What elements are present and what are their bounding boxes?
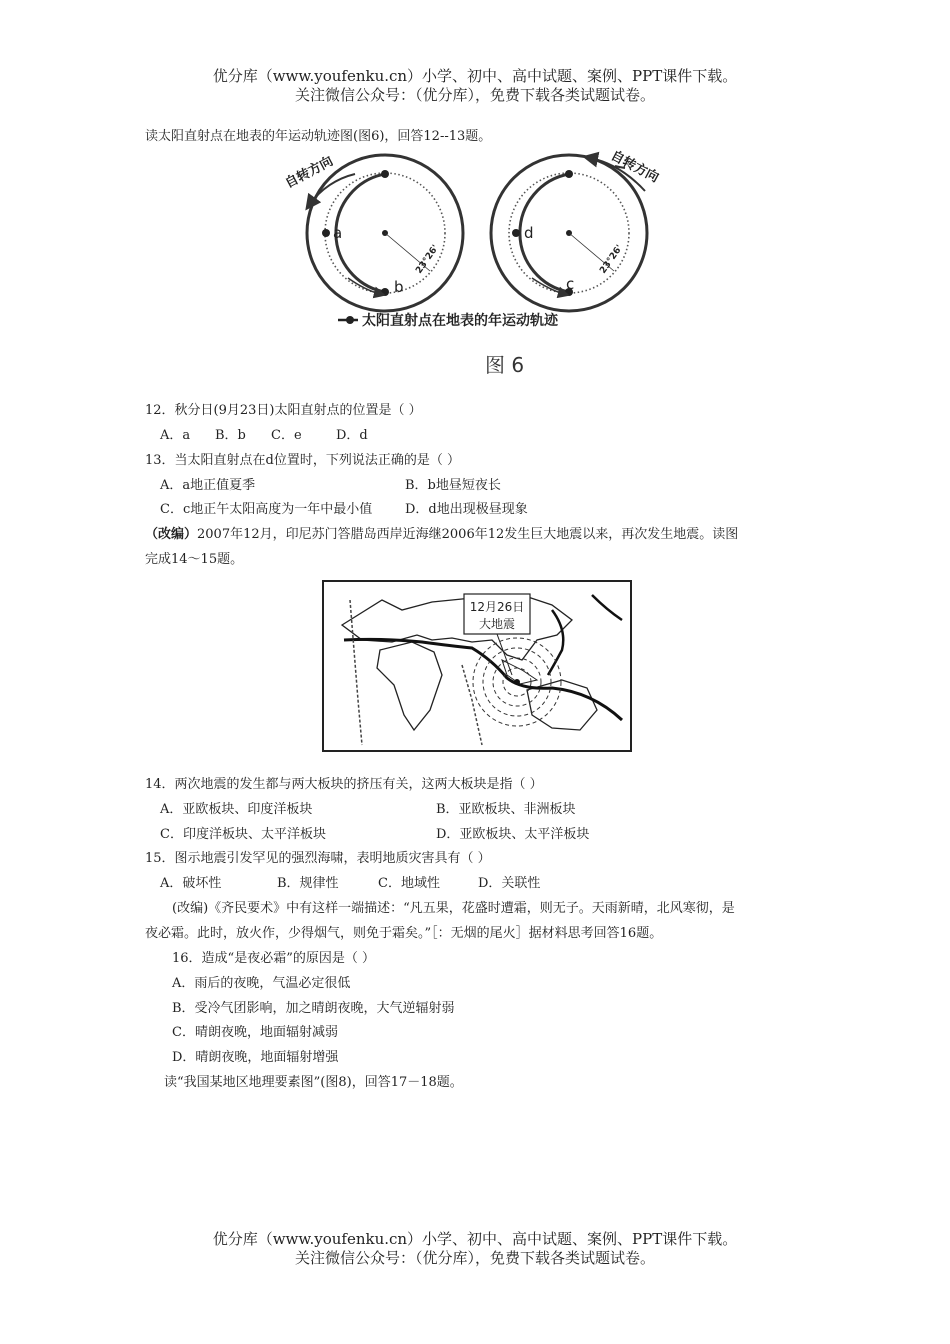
q15-option-d: D．关联性 xyxy=(478,876,541,891)
q15-option-b: B．规律性 xyxy=(277,876,339,891)
callout-title: 大地震 xyxy=(478,617,516,631)
angle-label-right: 23°26' xyxy=(598,243,625,276)
footer-line-2: 关注微信公众号：（优分库），免费下载各类试题试卷。 xyxy=(294,1249,655,1267)
label-b: b xyxy=(394,278,404,296)
page-header xyxy=(0,67,950,105)
intro-earthquake-line2: 完成14～15题。 xyxy=(145,552,244,567)
q12-option-b: B．b xyxy=(215,428,246,443)
q12-option-c: C．e xyxy=(271,428,302,443)
q14-stem: 14．两次地震的发生都与两大板块的挤压有关，这两大板块是指（ ） xyxy=(145,777,543,792)
page-footer xyxy=(0,1230,950,1268)
legend xyxy=(338,312,559,329)
header-line-2: 关注微信公众号：（优分库），免费下载各类试题试卷。 xyxy=(294,86,655,104)
legend-text: 太阳直射点在地表的年运动轨迹 xyxy=(362,313,558,329)
q16-option-a: A．雨后的夜晚，气温必定很低 xyxy=(172,976,351,991)
adapted-tag: （改编） xyxy=(145,527,198,542)
q12-option-a: A．a xyxy=(160,428,191,443)
q16-option-c: C．晴朗夜晚，地面辐射减弱 xyxy=(172,1025,338,1040)
q16-option-d: D．晴朗夜晚，地面辐射增强 xyxy=(172,1050,339,1065)
q13-option-a: A．a地正值夏季 xyxy=(160,478,256,493)
q15-stem: 15．图示地震引发罕见的强烈海啸，表明地质灾害具有（ ） xyxy=(145,851,491,866)
angle-label-left: 23°26' xyxy=(414,243,441,276)
q16-stem: 16．造成“是夜必霜”的原因是（ ） xyxy=(172,951,375,966)
q12-option-d: D．d xyxy=(336,428,368,443)
intro-fig8: 读“我国某地区地理要素图”(图8)，回答17－18题。 xyxy=(164,1075,463,1090)
q15-option-c: C．地域性 xyxy=(378,876,440,891)
left-globe xyxy=(282,153,463,311)
rotation-direction-left: 自转方向 xyxy=(282,153,336,192)
q14-option-d: D．亚欧板块、太平洋板块 xyxy=(436,827,590,842)
figure-6 xyxy=(270,146,680,386)
header-line-1: 优分库（www.youfenku.cn）小学、初中、高中试题、案例、PPT课件下载。 xyxy=(212,67,738,85)
rotation-direction-right: 自转方向 xyxy=(608,148,662,186)
right-globe xyxy=(491,147,662,311)
footer-line-1: 优分库（www.youfenku.cn）小学、初中、高中试题、案例、PPT课件下载。 xyxy=(212,1230,738,1248)
label-d: d xyxy=(524,224,534,242)
label-c: c xyxy=(566,275,575,293)
q14-option-a: A．亚欧板块、印度洋板块 xyxy=(160,802,313,817)
q14-option-c: C．印度洋板块、太平洋板块 xyxy=(160,827,326,842)
q13-option-b: B．b地昼短夜长 xyxy=(405,478,501,493)
intro-frost-line2: 夜必霜。此时，放火作，少得烟气，则免于霜矣。”［：无烟的尾火］据材料思考回答16题。 xyxy=(145,926,663,941)
q16-option-b: B．受冷气团影响，加之晴朗夜晚，大气逆辐射弱 xyxy=(172,1001,455,1016)
intro-frost-line1: (改编)《齐民要术》中有这样一端描述：“凡五果，花盛时遭霜，则无子。天雨新晴，北风寒彻，是 xyxy=(172,901,735,916)
label-a: a xyxy=(333,224,343,242)
q13-option-c: C．c地正午太阳高度为一年中最小值 xyxy=(160,502,373,517)
q13-option-d: D．d地出现极昼现象 xyxy=(405,502,528,517)
q13-stem: 13．当太阳直射点在d位置时，下列说法正确的是（ ） xyxy=(145,453,460,468)
figure-caption: 图 6 xyxy=(485,353,525,377)
earthquake-map xyxy=(322,580,632,752)
callout-date: 12月26日 xyxy=(469,600,525,614)
intro-earthquake-line1: （改编）2007年12月，印尼苏门答腊岛西岸近海继2006年12发生巨大地震以来，再次发生地震。读图 xyxy=(145,527,739,542)
intro-fig6: 读太阳直射点在地表的年运动轨迹图(图6)，回答12--13题。 xyxy=(145,129,492,144)
q12-stem: 12．秋分日(9月23日)太阳直射点的位置是（ ） xyxy=(145,403,422,418)
q15-option-a: A．破坏性 xyxy=(160,876,222,891)
q14-option-b: B．亚欧板块、非洲板块 xyxy=(436,802,576,817)
